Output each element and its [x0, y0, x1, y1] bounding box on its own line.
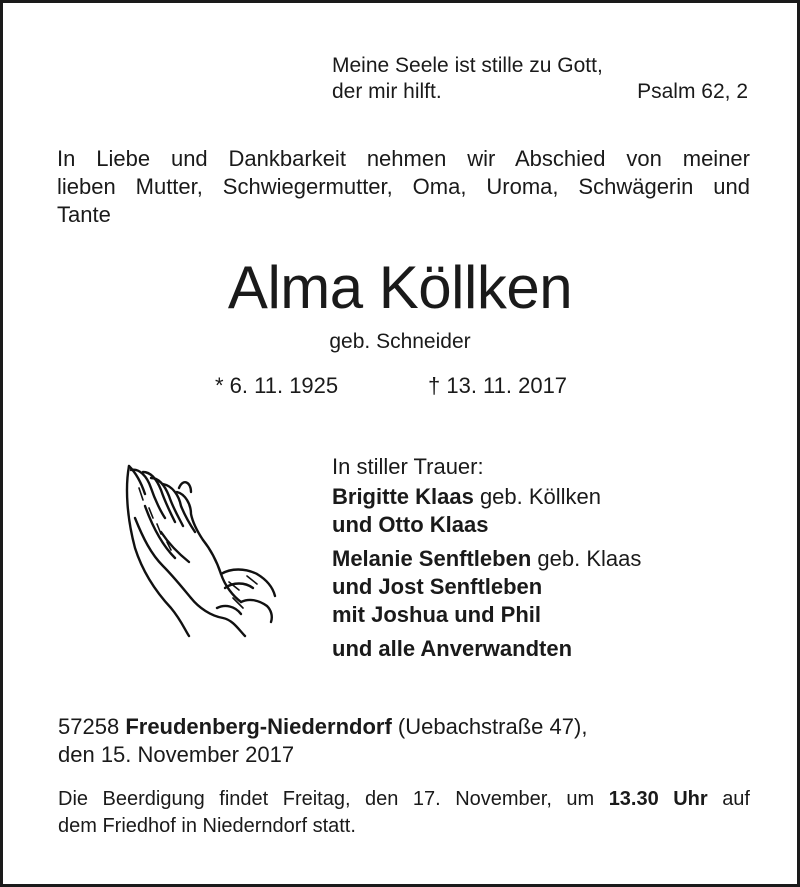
funeral-line-2: dem Friedhof in Niederndorf statt.	[58, 815, 356, 837]
psalm-quote	[332, 53, 748, 105]
praying-hands-icon	[121, 458, 277, 638]
mourner-entry: Brigitte Klaas geb. Köllken	[332, 484, 602, 509]
address-line	[58, 713, 587, 741]
psalm-line-2: der mir hilft.	[332, 80, 442, 103]
mourner-entry: und alle Anverwandten	[332, 636, 573, 661]
address-date: den 15. November 2017	[58, 742, 295, 767]
funeral-line-1: Die Beerdigung findet Freitag, den 17. November, um 13.30 Uhr auf	[58, 788, 750, 810]
psalm-reference: Psalm 62, 2	[637, 80, 748, 103]
mourner-entry: Melanie Senftleben geb. Klaas	[332, 546, 642, 571]
birth-date: * 6. 11. 1925	[215, 373, 339, 398]
address-zip: 57258	[58, 714, 120, 739]
death-date: † 13. 11. 2017	[428, 373, 568, 398]
mourner-entry: und Jost Senftleben	[332, 574, 543, 599]
mourners-block	[332, 453, 641, 663]
intro-line-1: In Liebe und Dankbarkeit nehmen wir Abschied von meiner	[57, 146, 750, 171]
intro-line-2: lieben Mutter, Schwiegermutter, Oma, Uroma, Schwägerin und	[57, 174, 750, 199]
address-street: (Uebachstraße 47),	[397, 714, 588, 739]
birth-name: geb. Schneider	[329, 330, 471, 353]
psalm-line-1: Meine Seele ist stille zu Gott,	[332, 54, 603, 77]
mourner-entry: mit Joshua und Phil	[332, 602, 542, 627]
intro-text	[57, 145, 750, 229]
address-place: Freudenberg-Niederndorf	[125, 714, 392, 739]
intro-line-3: Tante	[57, 202, 111, 227]
address-block	[58, 713, 587, 769]
mourners-heading: In stiller Trauer:	[332, 454, 484, 479]
funeral-time: 13.30 Uhr	[608, 788, 708, 810]
funeral-info	[58, 786, 750, 840]
mourner-entry: und Otto Klaas	[332, 512, 489, 537]
deceased-name: Alma Köllken	[227, 254, 573, 321]
